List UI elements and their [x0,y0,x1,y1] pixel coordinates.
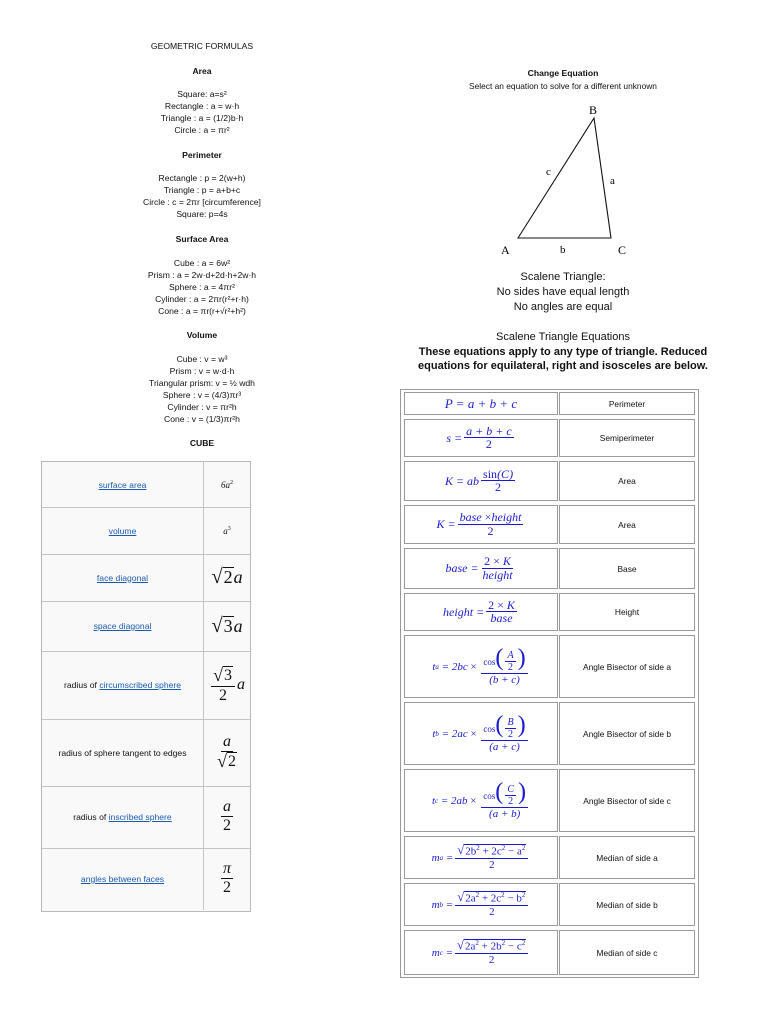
formula-line: Cube : v = w³ [176,354,228,364]
cube-heading: CUBE [189,438,215,448]
row-label [42,554,204,601]
formula-line: Circle : c = 2πr [circumference] [143,197,261,207]
equation-formula[interactable]: t c = 2ab × cos( $\frac{C}{2}$ ) (a + b) [404,769,558,832]
equation-formula[interactable]: t b = 2ac × cos( $\frac{B}{2}$ ) (a + c) [404,702,558,765]
row-label [42,601,204,651]
formula-line: Triangle : p = a+b+c [163,185,241,195]
equation-formula[interactable]: m b = √ $2a^2 + 2c^2 - b^2$ 2 [404,883,558,926]
row-formula: $\frac{\pi}{2}$ [222,860,231,897]
equation-row[interactable] [401,459,698,503]
table-row [42,848,250,910]
formula-line: Rectangle : p = 2(w+h) [158,173,246,183]
side-c-label: c [546,166,551,178]
page-title: GEOMETRIC FORMULAS [150,41,254,51]
formula-line: Cylinder : a = 2πr(r²+r·h) [155,294,249,304]
equation-row[interactable] [401,417,698,459]
change-equation-subtitle: Select an equation to solve for a different unknown [469,81,657,91]
equation-formula[interactable]: P = a + b + c [404,392,558,415]
vertex-a-label: A [501,243,510,257]
row-formula: √ 2 a [211,566,243,589]
equation-name: Area [559,461,695,501]
formula-line: Prism : v = w·d·h [169,366,235,376]
equation-formula[interactable]: base = $\frac{2 \times K}{\text{height}}$ [404,548,558,589]
table-row [42,554,250,602]
cube-formulas-table [41,461,251,912]
surface-area-link[interactable]: surface area [98,479,147,490]
equations-heading: Scalene Triangle Equations [496,331,630,343]
equation-name: Median of side c [559,930,695,975]
equations-intro: These equations apply to any type of triangle. Reduced [418,346,708,358]
row-formula: $\frac{a}{2}$ [223,798,231,835]
table-row [42,462,250,508]
table-row [42,507,250,555]
perimeter-heading: Perimeter [182,150,222,160]
equation-formula[interactable]: s = $\frac{a + b + c}{2}$ [404,419,558,457]
row-formula: √ 3 a [211,614,243,637]
equation-name: Angle Bisector of side a [559,635,695,698]
table-row [42,786,250,849]
area-heading: Area [192,66,212,76]
equation-row[interactable] [401,767,698,834]
formula-line: Rectangle : a = w·h [164,101,240,111]
change-equation-title[interactable]: Change Equation [527,68,599,78]
label-prefix: radius of [63,680,100,690]
triangle-shape [518,118,611,238]
circumscribed-sphere-link[interactable]: circumscribed sphere [99,680,182,690]
side-a-label: a [610,175,615,187]
equation-formula[interactable]: m c = √ $2a^2 + 2b^2 - c^2$ 2 [404,930,558,975]
equation-formula[interactable]: K = $\frac{\text{base ×height}}{2}$ [404,505,558,544]
angles-between-faces-link[interactable]: angles between faces [80,874,165,884]
equation-row[interactable] [401,546,698,591]
row-label [42,651,204,719]
equation-name: Angle Bisector of side b [559,702,695,765]
row-label [42,462,204,507]
equation-name: Angle Bisector of side c [559,769,695,832]
vertex-b-label: B [589,103,598,117]
formula-line: Square: a=s² [177,89,227,99]
equation-name: Perimeter [559,392,695,415]
table-row [42,719,250,787]
formula-line: Sphere : v = (4/3)πr³ [162,390,242,400]
equation-row[interactable] [401,633,698,700]
equation-row[interactable] [401,503,698,546]
inscribed-sphere-link[interactable]: inscribed sphere [108,812,172,822]
equation-row[interactable] [401,700,698,767]
scalene-rule: No angles are equal [513,301,613,313]
row-label [42,848,204,910]
side-b-label: b [560,244,566,256]
equation-formula[interactable]: m a = √ $2b^2 + 2c^2 - a^2$ 2 [404,836,558,879]
formula-line: Square: p=4s [176,209,228,219]
equation-name: Base [559,548,695,589]
volume-heading: Volume [186,330,218,340]
row-label [42,786,204,848]
equation-name: Median of side b [559,883,695,926]
table-row [42,601,250,652]
formula-line: Cone : a = πr(r+√r²+h²) [158,306,246,316]
formula-line: Cube : a = 6w² [173,258,231,268]
equation-name: Median of side a [559,836,695,879]
equation-row[interactable] [401,591,698,633]
equation-row[interactable] [401,928,698,977]
equation-name: Area [559,505,695,544]
formula-line: Triangular prism: v = ½ wdh [149,378,255,388]
scalene-rule: No sides have equal length [496,286,630,298]
equation-formula[interactable]: K = ab $\frac{\sin(C)}{2}$ [404,461,558,501]
equation-formula[interactable]: t a = 2bc × cos( $\frac{A}{2}$ ) (b + c) [404,635,558,698]
vertex-c-label: C [618,243,627,257]
row-label [42,507,204,554]
row-label: radius of sphere tangent to edges [42,719,204,786]
formula-line: Circle : a = πr² [174,125,230,135]
volume-link[interactable]: volume [108,525,137,536]
row-formula: a √ 2 [216,732,237,771]
formula-line: Sphere : a = 4πr² [169,282,235,292]
scalene-triangle-diagram [490,100,640,262]
equation-row[interactable] [401,834,698,881]
equation-formula[interactable]: height = $\frac{2 \times K}{\text{base}}$ [404,593,558,631]
face-diagonal-link[interactable]: face diagonal [96,572,149,583]
label-prefix: radius of [73,812,109,822]
equation-row[interactable] [401,881,698,928]
row-formula: $a^3$ [223,525,231,536]
scalene-title: Scalene Triangle: [520,271,606,283]
formula-line: Cylinder : v = πr²h [167,402,237,412]
equation-name: Semiperimeter [559,419,695,457]
scalene-equations-table [400,389,699,978]
surface-area-heading: Surface Area [175,234,229,244]
formula-line: Cone : v = (1/3)πr²h [164,414,240,424]
equation-row[interactable] [401,390,698,417]
equations-intro: equations for equilateral, right and isosceles are below. [418,360,708,372]
formula-line: Triangle : a = (1/2)b·h [160,113,244,123]
row-formula: $6a^2$ [221,479,233,490]
formula-line: Prism : a = 2w·d+2d·h+2w·h [147,270,257,280]
equation-name: Height [559,593,695,631]
row-formula: √ 3 2 a [212,664,246,704]
space-diagonal-link[interactable]: space diagonal [93,621,152,631]
table-row [42,651,250,720]
